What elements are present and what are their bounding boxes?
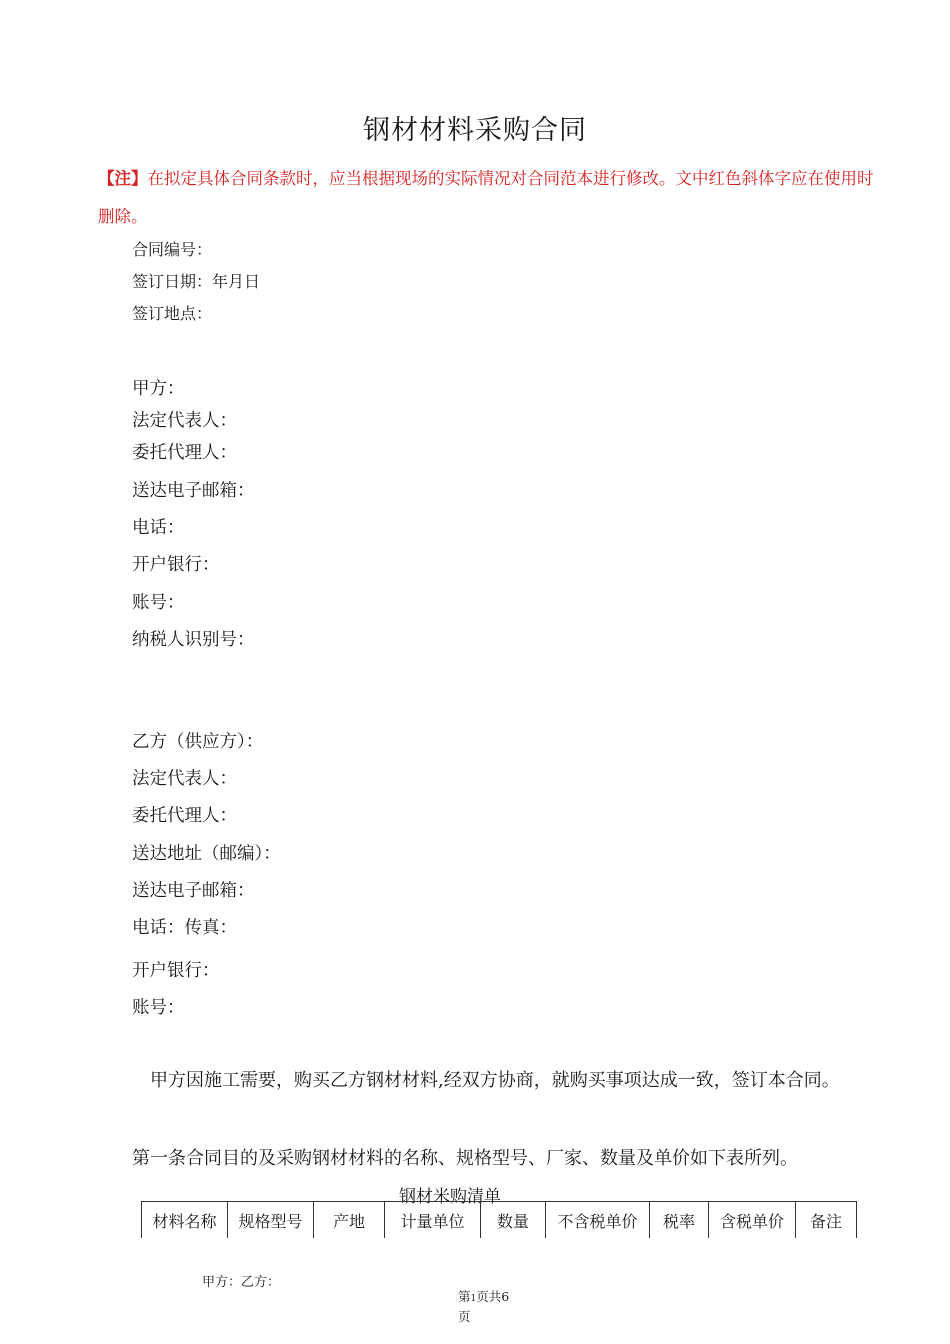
- footer-current-page: 1: [470, 1294, 477, 1304]
- footer-prefix: 第: [458, 1289, 471, 1304]
- party-b-phone-fax: 电话：传真：: [132, 918, 237, 938]
- party-b-bank: 开户银行：: [132, 961, 220, 981]
- party-b-account: 账号：: [132, 998, 185, 1018]
- table-header-cell: 产地: [314, 1202, 385, 1239]
- party-b-address: 送达地址（邮编）：: [132, 844, 281, 864]
- table-header-row: [142, 1202, 857, 1239]
- party-a-legal-rep: 法定代表人：: [132, 411, 237, 431]
- footer-suffix: 页: [458, 1309, 471, 1324]
- footer-total-pages: 6: [501, 1289, 510, 1304]
- party-a-tax-id: 纳税人识别号：: [132, 630, 255, 650]
- party-a-account: 账号：: [132, 593, 185, 613]
- table-title: 钢材米购清单: [399, 1187, 501, 1207]
- signature-line: 甲方：乙方：: [202, 1275, 281, 1290]
- party-a-phone: 电话：: [132, 518, 185, 538]
- page-footer: [458, 1288, 538, 1326]
- party-b-heading: 乙方（供应方）：: [132, 732, 264, 752]
- intro-paragraph: 甲方因施工需要，购买乙方钢材材料,经双方协商，就购买事项达成一致，签订本合同。: [150, 1070, 840, 1091]
- editorial-note: [98, 160, 888, 236]
- table-header-cell: 税率: [650, 1202, 709, 1239]
- party-b-legal-rep: 法定代表人：: [132, 769, 237, 789]
- clause-one: 第一条合同目的及采购钢材材料的名称、规格型号、厂家、数量及单价如下表所列。: [132, 1148, 798, 1169]
- contract-number-label: 合同编号：: [132, 240, 213, 259]
- table-header-cell: 含税单价: [709, 1202, 796, 1239]
- party-a-heading: 甲方：: [132, 379, 185, 399]
- table-header-cell: 备注: [796, 1202, 857, 1239]
- party-b-email: 送达电子邮箱：: [132, 881, 255, 901]
- table-header-cell: 材料名称: [142, 1202, 228, 1239]
- table-header-cell: 不含税单价: [546, 1202, 650, 1239]
- table-header-cell: 计量单位: [385, 1202, 481, 1239]
- sign-date-label: 签订日期：年月日: [132, 272, 261, 291]
- party-a-agent: 委托代理人：: [132, 443, 237, 463]
- note-tag: 【注】: [98, 169, 148, 188]
- party-b-agent: 委托代理人：: [132, 806, 237, 826]
- sign-place-label: 签订地点：: [132, 304, 213, 323]
- party-a-bank: 开户银行：: [132, 555, 220, 575]
- document-title: 钢材材料采购合同: [363, 115, 587, 146]
- footer-mid: 页共: [476, 1289, 502, 1304]
- table-header-cell: 规格型号: [228, 1202, 314, 1239]
- note-text: 在拟定具体合同条款时，应当根据现场的实际情况对合同范本进行修改。文中红色斜体字应在使用时删除。: [98, 169, 874, 226]
- purchase-list-table: [141, 1201, 857, 1238]
- table-header-cell: 数量: [481, 1202, 546, 1239]
- party-a-email: 送达电子邮箱：: [132, 481, 255, 501]
